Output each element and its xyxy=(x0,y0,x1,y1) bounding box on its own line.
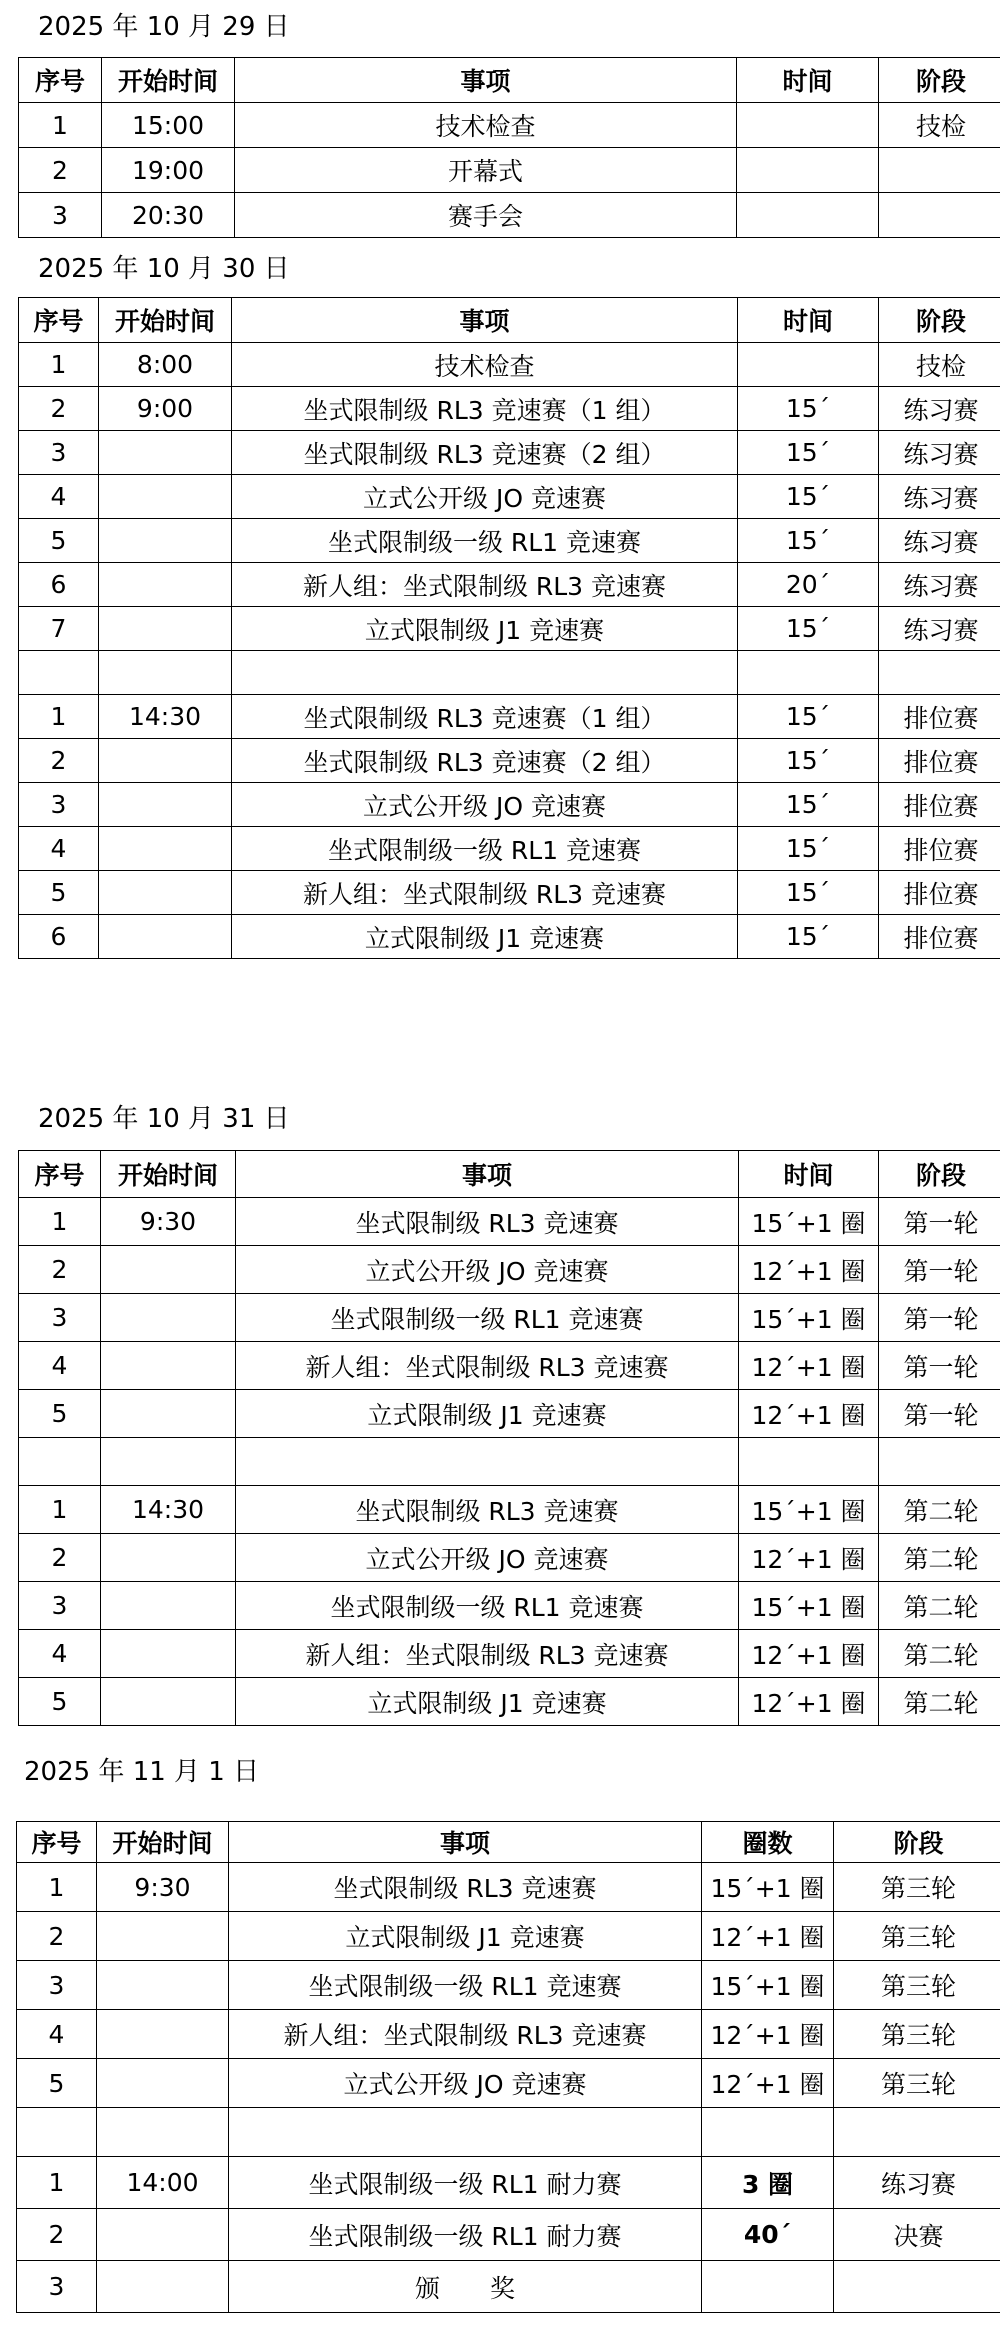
cell-stage xyxy=(834,2108,1000,2157)
cell-seq: 2 xyxy=(19,387,99,431)
cell-duration: 15´+1 圈 xyxy=(739,1294,879,1342)
cell-seq xyxy=(17,2108,97,2157)
header-start-time: 开始时间 xyxy=(101,1151,236,1198)
cell-seq: 4 xyxy=(19,827,99,871)
header-seq: 序号 xyxy=(17,1822,97,1863)
table-row xyxy=(19,1486,1000,1534)
table-row xyxy=(19,1582,1000,1630)
cell-duration xyxy=(702,2108,834,2157)
cell-stage: 练习赛 xyxy=(879,387,1000,431)
cell-start-time xyxy=(97,2059,229,2108)
cell-start-time xyxy=(99,871,232,915)
cell-start-time xyxy=(99,563,232,607)
header-stage: 阶段 xyxy=(879,58,1000,103)
cell-seq: 2 xyxy=(19,148,102,193)
schedule-table-oct-30 xyxy=(18,297,1000,959)
cell-seq: 5 xyxy=(19,1678,101,1726)
cell-duration: 15´ xyxy=(738,871,879,915)
cell-seq: 4 xyxy=(19,475,99,519)
cell-stage: 排位赛 xyxy=(879,871,1000,915)
cell-seq: 5 xyxy=(19,1390,101,1438)
cell-duration: 15´ xyxy=(738,431,879,475)
cell-seq: 4 xyxy=(19,1342,101,1390)
cell-start-time xyxy=(97,2261,229,2313)
header-seq: 序号 xyxy=(19,58,102,103)
cell-seq: 3 xyxy=(19,1582,101,1630)
cell-start-time xyxy=(97,2108,229,2157)
cell-event: 颁 奖 xyxy=(229,2261,702,2313)
table-row xyxy=(19,915,1000,959)
cell-start-time: 14:00 xyxy=(97,2157,229,2209)
cell-start-time: 9:30 xyxy=(101,1198,236,1246)
cell-duration: 12´+1 圈 xyxy=(739,1630,879,1678)
cell-start-time xyxy=(101,1342,236,1390)
cell-stage: 第三轮 xyxy=(834,1961,1000,2010)
table-header xyxy=(19,1151,1000,1198)
table-row xyxy=(17,1863,1000,1912)
cell-event: 坐式限制级 RL3 竞速赛（2 组） xyxy=(232,739,738,783)
cell-stage: 练习赛 xyxy=(879,519,1000,563)
cell-seq: 2 xyxy=(17,2209,97,2261)
header-event: 事项 xyxy=(232,298,738,343)
table-row xyxy=(19,563,1000,607)
header-seq: 序号 xyxy=(19,298,99,343)
cell-event: 坐式限制级 RL3 竞速赛 xyxy=(236,1198,739,1246)
table-header xyxy=(19,58,1000,103)
cell-duration xyxy=(737,193,879,238)
table-row xyxy=(19,1198,1000,1246)
cell-stage: 第二轮 xyxy=(879,1678,1000,1726)
header-event: 事项 xyxy=(235,58,737,103)
cell-stage: 第一轮 xyxy=(879,1246,1000,1294)
cell-start-time xyxy=(101,1630,236,1678)
cell-event: 立式限制级 J1 竞速赛 xyxy=(229,1912,702,1961)
cell-event: 坐式限制级 RL3 竞速赛（1 组） xyxy=(232,695,738,739)
cell-seq: 3 xyxy=(19,1294,101,1342)
cell-event: 赛手会 xyxy=(235,193,737,238)
table-header xyxy=(17,1822,1000,1863)
cell-stage: 练习赛 xyxy=(879,431,1000,475)
table-row xyxy=(17,2209,1000,2261)
cell-event: 坐式限制级 RL3 竞速赛（2 组） xyxy=(232,431,738,475)
cell-stage: 技检 xyxy=(879,103,1000,148)
cell-stage xyxy=(879,193,1000,238)
cell-seq: 3 xyxy=(17,1961,97,2010)
cell-event: 立式公开级 JO 竞速赛 xyxy=(232,783,738,827)
header-start-time: 开始时间 xyxy=(97,1822,229,1863)
cell-duration: 15´ xyxy=(738,739,879,783)
cell-event: 坐式限制级一级 RL1 竞速赛 xyxy=(236,1294,739,1342)
cell-stage: 第二轮 xyxy=(879,1582,1000,1630)
header-stage: 阶段 xyxy=(834,1822,1000,1863)
cell-event: 立式公开级 JO 竞速赛 xyxy=(229,2059,702,2108)
cell-duration: 15´+1 圈 xyxy=(739,1582,879,1630)
cell-start-time xyxy=(99,783,232,827)
cell-duration: 15´ xyxy=(738,827,879,871)
cell-start-time: 15:00 xyxy=(102,103,235,148)
cell-event: 立式公开级 JO 竞速赛 xyxy=(236,1246,739,1294)
cell-start-time: 14:30 xyxy=(101,1486,236,1534)
table-row xyxy=(19,783,1000,827)
cell-duration: 12´+1 圈 xyxy=(739,1390,879,1438)
cell-event: 坐式限制级一级 RL1 竞速赛 xyxy=(232,827,738,871)
table-row xyxy=(19,193,1000,238)
cell-duration: 3 圈 xyxy=(702,2157,834,2209)
header-seq: 序号 xyxy=(19,1151,101,1198)
cell-seq: 2 xyxy=(19,1534,101,1582)
date-heading: 2025 年 11 月 1 日 xyxy=(24,1757,260,1787)
cell-duration: 15´ xyxy=(738,783,879,827)
table-row xyxy=(19,827,1000,871)
cell-event: 坐式限制级 RL3 竞速赛（1 组） xyxy=(232,387,738,431)
cell-event: 坐式限制级 RL3 竞速赛 xyxy=(229,1863,702,1912)
cell-start-time: 14:30 xyxy=(99,695,232,739)
schedule-table-nov-1 xyxy=(16,1821,1000,2313)
date-heading: 2025 年 10 月 31 日 xyxy=(38,1104,290,1134)
cell-seq xyxy=(19,1438,101,1486)
cell-event: 新人组：坐式限制级 RL3 竞速赛 xyxy=(232,563,738,607)
cell-stage: 第二轮 xyxy=(879,1534,1000,1582)
cell-duration: 40´ xyxy=(702,2209,834,2261)
cell-event: 新人组：坐式限制级 RL3 竞速赛 xyxy=(236,1630,739,1678)
cell-seq: 6 xyxy=(19,915,99,959)
cell-seq: 5 xyxy=(19,871,99,915)
cell-seq: 1 xyxy=(19,1486,101,1534)
header-duration: 时间 xyxy=(739,1151,879,1198)
cell-start-time xyxy=(101,1246,236,1294)
table-row xyxy=(17,2010,1000,2059)
table-row xyxy=(19,1390,1000,1438)
cell-seq: 4 xyxy=(17,2010,97,2059)
date-heading: 2025 年 10 月 29 日 xyxy=(38,12,290,42)
cell-event xyxy=(236,1438,739,1486)
table-row xyxy=(19,607,1000,651)
table-header xyxy=(19,298,1000,343)
cell-duration: 15´+1 圈 xyxy=(702,1863,834,1912)
cell-seq: 5 xyxy=(17,2059,97,2108)
cell-start-time xyxy=(99,431,232,475)
header-event: 事项 xyxy=(236,1151,739,1198)
cell-event: 新人组：坐式限制级 RL3 竞速赛 xyxy=(229,2010,702,2059)
cell-duration: 15´+1 圈 xyxy=(739,1198,879,1246)
table-row xyxy=(19,519,1000,563)
cell-start-time xyxy=(99,827,232,871)
cell-stage xyxy=(879,148,1000,193)
cell-stage: 排位赛 xyxy=(879,695,1000,739)
table-row xyxy=(19,1630,1000,1678)
cell-seq: 1 xyxy=(19,103,102,148)
cell-seq: 6 xyxy=(19,563,99,607)
cell-seq: 3 xyxy=(19,431,99,475)
cell-event: 坐式限制级一级 RL1 竞速赛 xyxy=(229,1961,702,2010)
cell-duration: 12´+1 圈 xyxy=(739,1342,879,1390)
cell-stage: 排位赛 xyxy=(879,739,1000,783)
cell-start-time xyxy=(97,2209,229,2261)
cell-stage: 第一轮 xyxy=(879,1294,1000,1342)
cell-event xyxy=(229,2108,702,2157)
cell-start-time xyxy=(101,1438,236,1486)
cell-stage: 练习赛 xyxy=(834,2157,1000,2209)
header-duration: 时间 xyxy=(737,58,879,103)
header-event: 事项 xyxy=(229,1822,702,1863)
cell-duration: 20´ xyxy=(738,563,879,607)
cell-seq: 2 xyxy=(19,739,99,783)
cell-event: 立式公开级 JO 竞速赛 xyxy=(236,1534,739,1582)
cell-duration: 12´+1 圈 xyxy=(739,1534,879,1582)
cell-event: 新人组：坐式限制级 RL3 竞速赛 xyxy=(236,1342,739,1390)
cell-duration xyxy=(739,1438,879,1486)
cell-event: 开幕式 xyxy=(235,148,737,193)
cell-duration: 15´ xyxy=(738,475,879,519)
cell-event: 立式限制级 J1 竞速赛 xyxy=(236,1390,739,1438)
cell-event xyxy=(232,651,738,695)
schedule-table-oct-31 xyxy=(18,1150,1000,1726)
cell-start-time xyxy=(99,739,232,783)
cell-start-time xyxy=(97,1961,229,2010)
cell-start-time: 9:00 xyxy=(99,387,232,431)
cell-stage: 练习赛 xyxy=(879,475,1000,519)
cell-start-time xyxy=(101,1390,236,1438)
cell-stage: 第一轮 xyxy=(879,1390,1000,1438)
cell-event: 技术检查 xyxy=(232,343,738,387)
table-row xyxy=(19,148,1000,193)
cell-start-time xyxy=(99,607,232,651)
cell-stage: 第二轮 xyxy=(879,1486,1000,1534)
table-row xyxy=(19,103,1000,148)
header-duration: 圈数 xyxy=(702,1822,834,1863)
cell-seq xyxy=(19,651,99,695)
header-stage: 阶段 xyxy=(879,1151,1000,1198)
cell-duration: 15´ xyxy=(738,387,879,431)
cell-start-time xyxy=(101,1294,236,1342)
date-heading: 2025 年 10 月 30 日 xyxy=(38,254,290,284)
table-row xyxy=(19,1438,1000,1486)
cell-duration: 15´+1 圈 xyxy=(739,1486,879,1534)
cell-duration: 15´ xyxy=(738,519,879,563)
cell-seq: 3 xyxy=(17,2261,97,2313)
table-row xyxy=(17,2157,1000,2209)
cell-duration: 12´+1 圈 xyxy=(702,1912,834,1961)
cell-duration: 12´+1 圈 xyxy=(739,1678,879,1726)
cell-event: 立式公开级 JO 竞速赛 xyxy=(232,475,738,519)
cell-event: 坐式限制级一级 RL1 耐力赛 xyxy=(229,2209,702,2261)
cell-stage: 第三轮 xyxy=(834,1912,1000,1961)
cell-stage: 练习赛 xyxy=(879,563,1000,607)
cell-seq: 5 xyxy=(19,519,99,563)
table-row xyxy=(19,695,1000,739)
cell-stage: 排位赛 xyxy=(879,827,1000,871)
cell-event: 坐式限制级一级 RL1 竞速赛 xyxy=(232,519,738,563)
cell-seq: 2 xyxy=(17,1912,97,1961)
table-row xyxy=(17,2059,1000,2108)
cell-seq: 1 xyxy=(19,1198,101,1246)
cell-seq: 7 xyxy=(19,607,99,651)
cell-duration xyxy=(738,651,879,695)
cell-start-time xyxy=(101,1678,236,1726)
cell-event: 立式限制级 J1 竞速赛 xyxy=(232,915,738,959)
table-row xyxy=(19,1294,1000,1342)
cell-stage: 第二轮 xyxy=(879,1630,1000,1678)
cell-seq: 1 xyxy=(17,1863,97,1912)
cell-seq: 1 xyxy=(17,2157,97,2209)
cell-stage xyxy=(879,1438,1000,1486)
table-row xyxy=(17,2108,1000,2157)
cell-duration xyxy=(737,148,879,193)
table-row xyxy=(19,1534,1000,1582)
table-row xyxy=(19,343,1000,387)
cell-stage: 技检 xyxy=(879,343,1000,387)
cell-start-time xyxy=(99,519,232,563)
cell-start-time xyxy=(101,1534,236,1582)
table-row xyxy=(19,387,1000,431)
table-row xyxy=(17,1912,1000,1961)
cell-start-time: 19:00 xyxy=(102,148,235,193)
cell-duration: 12´+1 圈 xyxy=(702,2059,834,2108)
cell-event: 坐式限制级 RL3 竞速赛 xyxy=(236,1486,739,1534)
cell-seq: 3 xyxy=(19,783,99,827)
cell-event: 坐式限制级一级 RL1 竞速赛 xyxy=(236,1582,739,1630)
header-start-time: 开始时间 xyxy=(99,298,232,343)
cell-stage xyxy=(879,651,1000,695)
cell-event: 坐式限制级一级 RL1 耐力赛 xyxy=(229,2157,702,2209)
cell-start-time xyxy=(99,475,232,519)
cell-duration xyxy=(737,103,879,148)
cell-seq: 1 xyxy=(19,695,99,739)
cell-start-time xyxy=(97,1912,229,1961)
cell-duration: 15´ xyxy=(738,607,879,651)
cell-stage: 第三轮 xyxy=(834,2059,1000,2108)
table-row xyxy=(19,475,1000,519)
schedule-table-oct-29 xyxy=(18,57,1000,238)
cell-duration: 15´ xyxy=(738,695,879,739)
table-row xyxy=(19,1678,1000,1726)
cell-start-time xyxy=(99,915,232,959)
cell-event: 技术检查 xyxy=(235,103,737,148)
cell-stage: 第三轮 xyxy=(834,2010,1000,2059)
header-stage: 阶段 xyxy=(879,298,1000,343)
cell-start-time xyxy=(97,2010,229,2059)
cell-stage: 第一轮 xyxy=(879,1198,1000,1246)
cell-stage xyxy=(834,2261,1000,2313)
cell-start-time: 8:00 xyxy=(99,343,232,387)
cell-event: 新人组：坐式限制级 RL3 竞速赛 xyxy=(232,871,738,915)
cell-start-time: 9:30 xyxy=(97,1863,229,1912)
table-row xyxy=(19,651,1000,695)
cell-duration: 15´+1 圈 xyxy=(702,1961,834,2010)
cell-seq: 4 xyxy=(19,1630,101,1678)
header-start-time: 开始时间 xyxy=(102,58,235,103)
cell-stage: 第一轮 xyxy=(879,1342,1000,1390)
cell-start-time xyxy=(99,651,232,695)
table-row xyxy=(19,871,1000,915)
cell-duration xyxy=(738,343,879,387)
cell-event: 立式限制级 J1 竞速赛 xyxy=(232,607,738,651)
cell-stage: 练习赛 xyxy=(879,607,1000,651)
cell-event: 立式限制级 J1 竞速赛 xyxy=(236,1678,739,1726)
table-row xyxy=(19,1246,1000,1294)
cell-stage: 第三轮 xyxy=(834,1863,1000,1912)
table-row xyxy=(19,739,1000,783)
cell-seq: 1 xyxy=(19,343,99,387)
cell-stage: 决赛 xyxy=(834,2209,1000,2261)
cell-stage: 排位赛 xyxy=(879,783,1000,827)
table-row xyxy=(17,2261,1000,2313)
cell-seq: 2 xyxy=(19,1246,101,1294)
cell-start-time: 20:30 xyxy=(102,193,235,238)
cell-duration: 15´ xyxy=(738,915,879,959)
cell-stage: 排位赛 xyxy=(879,915,1000,959)
cell-duration: 12´+1 圈 xyxy=(702,2010,834,2059)
header-duration: 时间 xyxy=(738,298,879,343)
cell-start-time xyxy=(101,1582,236,1630)
cell-duration xyxy=(702,2261,834,2313)
cell-seq: 3 xyxy=(19,193,102,238)
table-row xyxy=(17,1961,1000,2010)
table-row xyxy=(19,431,1000,475)
table-row xyxy=(19,1342,1000,1390)
cell-duration: 12´+1 圈 xyxy=(739,1246,879,1294)
